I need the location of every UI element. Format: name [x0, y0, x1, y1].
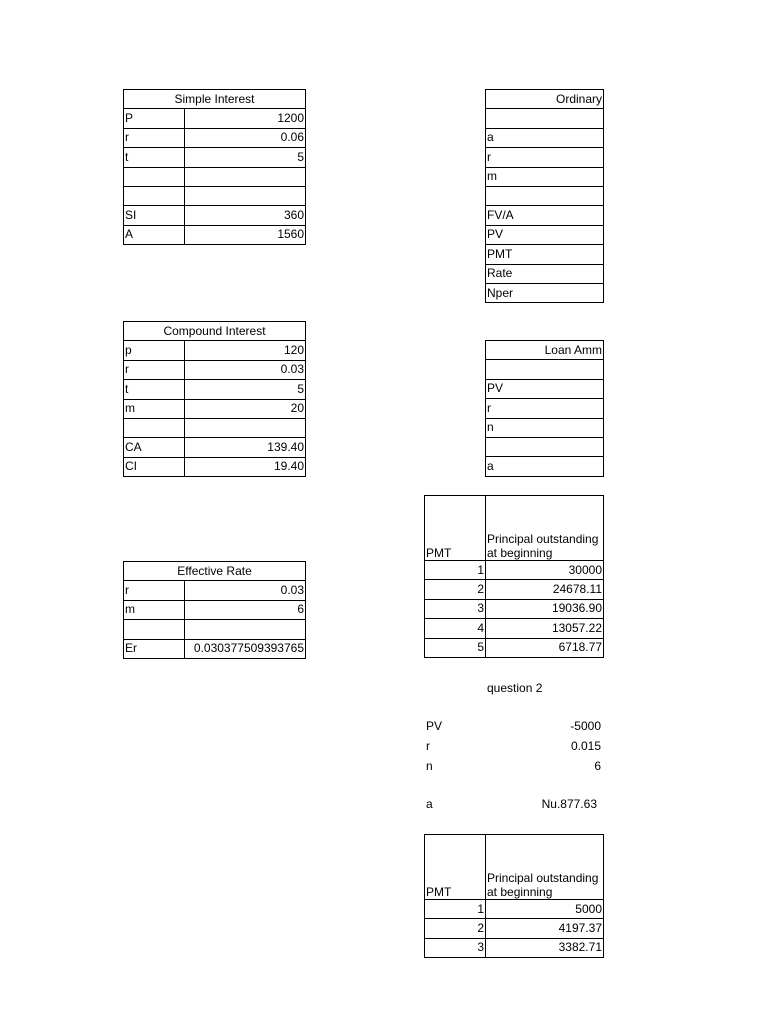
q2-pv-value: -5000 — [570, 719, 601, 733]
table-row: t 5 — [124, 380, 306, 399]
table-row: CA 139.40 — [124, 438, 306, 457]
table-row: FV/A — [486, 206, 604, 225]
table-row: m — [486, 167, 604, 186]
compound-interest-title: Compound Interest — [124, 322, 306, 341]
table-row: n — [486, 418, 604, 437]
principal-header: Principal outstanding at beginning — [486, 835, 604, 900]
table-row: r 0.06 — [124, 128, 306, 147]
table-row: p 120 — [124, 341, 306, 360]
table-row: r — [486, 148, 604, 167]
q2-a-value: Nu.877.63 — [541, 797, 597, 811]
table-row: Rate — [486, 264, 604, 283]
table-row — [486, 360, 604, 379]
table-row — [124, 620, 306, 639]
table-row: 4 13057.22 — [425, 619, 604, 638]
table-row: t 5 — [124, 148, 306, 167]
q2-r-label: r — [426, 739, 430, 753]
compound-interest-table — [123, 321, 306, 477]
table-row — [124, 418, 306, 437]
loan-title: Loan Amm — [486, 341, 604, 360]
amortization-schedule-2 — [424, 834, 604, 958]
table-row: m 6 — [124, 600, 306, 619]
simple-interest-title: Simple Interest — [124, 90, 306, 109]
table-row: r 0.03 — [124, 581, 306, 600]
table-row: m 20 — [124, 399, 306, 418]
table-row: 3 19036.90 — [425, 599, 604, 618]
q2-n-value: 6 — [594, 759, 601, 773]
table-row: 1 30000 — [425, 561, 604, 580]
q2-r-value: 0.015 — [570, 739, 601, 753]
question-2-title: question 2 — [487, 681, 543, 695]
table-row — [486, 109, 604, 128]
table-row: 2 24678.11 — [425, 580, 604, 599]
table-row: 2 4197.37 — [425, 919, 604, 938]
table-row — [124, 167, 306, 186]
simple-interest-table — [123, 89, 306, 245]
table-row: SI 360 — [124, 206, 306, 225]
table-row: r — [486, 399, 604, 418]
table-row: a — [486, 457, 604, 476]
q2-pv-label: PV — [426, 719, 443, 733]
table-row: CI 19.40 — [124, 457, 306, 476]
table-row: 1 5000 — [425, 900, 604, 919]
table-row: Er 0.030377509393765 — [124, 639, 306, 658]
ordinary-title: Ordinary — [486, 90, 604, 109]
effective-rate-table — [123, 561, 306, 659]
q2-n-label: n — [426, 759, 433, 773]
table-row — [124, 186, 306, 205]
table-row: PV — [486, 225, 604, 244]
table-row — [486, 437, 604, 456]
effective-rate-title: Effective Rate — [124, 562, 306, 581]
loan-amortization-table — [485, 340, 604, 477]
table-row: A 1560 — [124, 225, 306, 244]
table-row: PV — [486, 379, 604, 398]
pmt-header: PMT — [425, 835, 486, 900]
table-row: r 0.03 — [124, 360, 306, 379]
ordinary-annuity-table — [485, 89, 604, 303]
pmt-header: PMT — [425, 496, 486, 561]
q2-a-label: a — [426, 797, 433, 811]
table-row: P 1200 — [124, 109, 306, 128]
table-row: a — [486, 128, 604, 147]
table-row: Nper — [486, 283, 604, 302]
table-row: 5 6718.77 — [425, 638, 604, 657]
table-row — [486, 186, 604, 205]
amortization-schedule-1 — [424, 495, 604, 658]
table-row: 3 3382.71 — [425, 938, 604, 957]
table-row: PMT — [486, 245, 604, 264]
principal-header: Principal outstanding at beginning — [486, 496, 604, 561]
